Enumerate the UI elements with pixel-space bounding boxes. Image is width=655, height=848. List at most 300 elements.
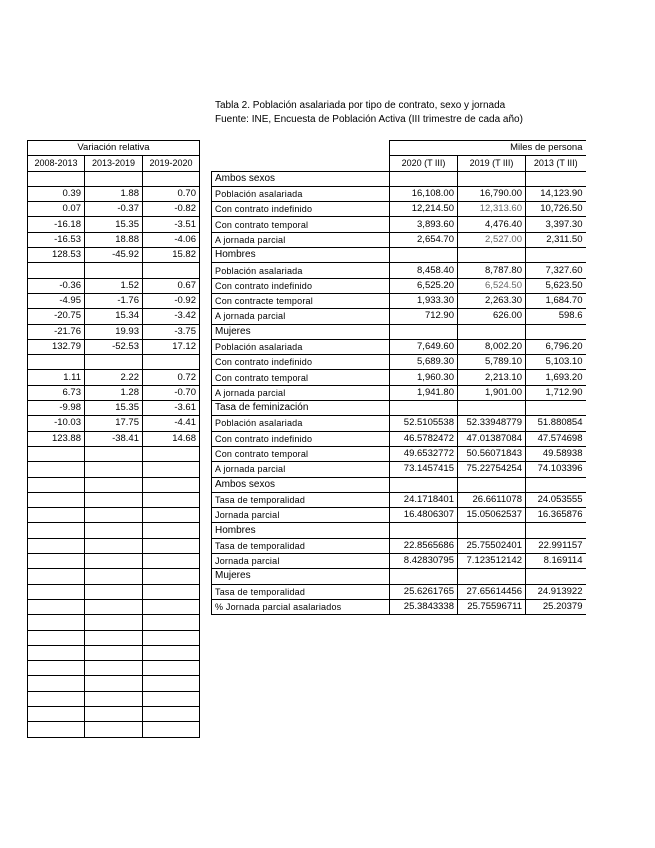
variation-cell: -16.53 (28, 232, 85, 247)
section-row (212, 477, 586, 492)
value-cell: 12,214.50 (390, 202, 458, 217)
value-cell (390, 477, 458, 492)
value-cell: 8.169114 (526, 554, 586, 569)
table-row (28, 554, 200, 569)
row-label: Población asalariada (212, 416, 390, 431)
value-cell: 6,796.20 (526, 339, 586, 354)
section-label: Hombres (212, 523, 390, 538)
variation-cell (28, 263, 85, 278)
variation-cell (28, 554, 85, 569)
table-row (212, 416, 586, 431)
year-header-row (212, 156, 586, 171)
blank-cell (212, 141, 390, 156)
table-row (212, 446, 586, 461)
table-row (28, 492, 200, 507)
table-row (28, 615, 200, 630)
table-row (28, 630, 200, 645)
value-cell (458, 248, 526, 263)
variation-cell (85, 706, 143, 721)
value-cell: 1,901.00 (458, 385, 526, 400)
value-cell: 22.8565686 (390, 538, 458, 553)
variation-cell (28, 462, 85, 477)
variation-cell (143, 569, 200, 584)
variation-cell (85, 584, 143, 599)
value-cell (526, 477, 586, 492)
section-label: Ambos sexos (212, 477, 390, 492)
variation-cell (85, 661, 143, 676)
value-cell: 22.991157 (526, 538, 586, 553)
value-cell: 16.4806307 (390, 508, 458, 523)
variation-cell: -0.36 (28, 278, 85, 293)
variation-cell (85, 492, 143, 507)
table-row (28, 309, 200, 324)
year-header: 2020 (T III) (390, 156, 458, 171)
table-row (28, 278, 200, 293)
variation-cell (85, 538, 143, 553)
variation-cell (85, 645, 143, 660)
variation-cell: -0.92 (143, 293, 200, 308)
variation-cell: -0.82 (143, 202, 200, 217)
variation-cell (28, 477, 85, 492)
table-row (28, 661, 200, 676)
value-cell: 47.01387084 (458, 431, 526, 446)
value-cell: 15.05062537 (458, 508, 526, 523)
table-row (212, 186, 586, 201)
value-cell: 46.5782472 (390, 431, 458, 446)
variation-cell: -52.53 (85, 339, 143, 354)
variation-cell: 1.88 (85, 186, 143, 201)
variation-cell: 2.22 (85, 370, 143, 385)
table-row (28, 324, 200, 339)
table-row (212, 385, 586, 400)
table-row (212, 232, 586, 247)
variation-cell (143, 630, 200, 645)
value-cell: 1,960.30 (390, 370, 458, 385)
section-row (212, 523, 586, 538)
variation-cell (143, 355, 200, 370)
variation-cell (85, 171, 143, 186)
section-label: Mujeres (212, 569, 390, 584)
table-row (212, 492, 586, 507)
value-cell (526, 248, 586, 263)
table-row (28, 645, 200, 660)
period-header-row (28, 156, 200, 171)
variation-cell: -3.42 (143, 309, 200, 324)
year-header: 2019 (T III) (458, 156, 526, 171)
variation-cell (28, 584, 85, 599)
variation-cell: -21.76 (28, 324, 85, 339)
row-label: Tasa de temporalidad (212, 538, 390, 553)
row-label: Con contrato indefinido (212, 355, 390, 370)
section-row (212, 401, 586, 416)
value-cell: 16,108.00 (390, 186, 458, 201)
value-cell: 7,327.60 (526, 263, 586, 278)
variation-cell: 14.68 (143, 431, 200, 446)
variation-cell (28, 630, 85, 645)
variation-cell (28, 171, 85, 186)
table-row (212, 508, 586, 523)
table-row (212, 538, 586, 553)
variation-cell: -0.70 (143, 385, 200, 400)
variation-table (27, 140, 200, 738)
value-cell: 12,313.60 (458, 202, 526, 217)
section-label: Tasa de feminización (212, 401, 390, 416)
variation-cell (85, 569, 143, 584)
table-row (212, 462, 586, 477)
value-cell (458, 171, 526, 186)
table-row (28, 508, 200, 523)
row-label: A jornada parcial (212, 309, 390, 324)
variation-cell (143, 676, 200, 691)
value-cell: 73.1457415 (390, 462, 458, 477)
table-row (28, 171, 200, 186)
variation-cell (28, 722, 85, 737)
row-label: Población asalariada (212, 339, 390, 354)
section-label: Hombres (212, 248, 390, 263)
variation-cell: -10.03 (28, 416, 85, 431)
row-label: Jornada parcial (212, 554, 390, 569)
value-cell (526, 401, 586, 416)
value-cell: 25.75502401 (458, 538, 526, 553)
variation-cell: -1.76 (85, 293, 143, 308)
variation-cell: 1.28 (85, 385, 143, 400)
value-cell: 75.22754254 (458, 462, 526, 477)
variation-cell (143, 538, 200, 553)
variation-cell: 1.11 (28, 370, 85, 385)
table-row (28, 186, 200, 201)
variation-cell (143, 171, 200, 186)
variation-cell: 6.73 (28, 385, 85, 400)
variation-cell: -45.92 (85, 248, 143, 263)
value-cell (526, 523, 586, 538)
variation-cell (143, 706, 200, 721)
variation-header: Variación relativa (28, 141, 200, 156)
variation-cell: 128.53 (28, 248, 85, 263)
row-label: Con contrato temporal (212, 446, 390, 461)
value-cell: 49.6532772 (390, 446, 458, 461)
variation-cell: -3.51 (143, 217, 200, 232)
variation-cell: -16.18 (28, 217, 85, 232)
table-row (28, 217, 200, 232)
table-row (28, 431, 200, 446)
variation-cell: 0.07 (28, 202, 85, 217)
value-cell: 1,712.90 (526, 385, 586, 400)
variation-cell (28, 706, 85, 721)
value-cell: 49.58938 (526, 446, 586, 461)
variation-cell (85, 263, 143, 278)
value-cell (526, 569, 586, 584)
variation-cell (28, 446, 85, 461)
variation-cell: 15.35 (85, 401, 143, 416)
table-row (28, 446, 200, 461)
value-cell: 24.1718401 (390, 492, 458, 507)
variation-cell (85, 355, 143, 370)
value-cell (390, 569, 458, 584)
value-cell: 2,263.30 (458, 293, 526, 308)
value-cell: 1,684.70 (526, 293, 586, 308)
variation-cell: 15.35 (85, 217, 143, 232)
variation-cell: -3.61 (143, 401, 200, 416)
variation-header-row (28, 141, 200, 156)
table-row (28, 676, 200, 691)
section-row (212, 248, 586, 263)
variation-cell: 19.93 (85, 324, 143, 339)
units-header-row (212, 141, 586, 156)
variation-cell: 123.88 (28, 431, 85, 446)
value-cell: 3,397.30 (526, 217, 586, 232)
value-cell: 2,527.00 (458, 232, 526, 247)
variation-cell (28, 691, 85, 706)
variation-cell (143, 508, 200, 523)
row-label: Tasa de temporalidad (212, 584, 390, 599)
row-label: A jornada parcial (212, 385, 390, 400)
variation-cell: 1.52 (85, 278, 143, 293)
row-label: Jornada parcial (212, 508, 390, 523)
row-label: Población asalariada (212, 263, 390, 278)
table-row (28, 691, 200, 706)
variation-cell (85, 446, 143, 461)
value-cell: 24.913922 (526, 584, 586, 599)
variation-cell: 0.70 (143, 186, 200, 201)
row-label: A jornada parcial (212, 462, 390, 477)
value-cell: 25.75596711 (458, 599, 526, 614)
section-label: Mujeres (212, 324, 390, 339)
value-cell: 2,311.50 (526, 232, 586, 247)
variation-cell: -9.98 (28, 401, 85, 416)
value-cell: 25.3843338 (390, 599, 458, 614)
table-row (28, 477, 200, 492)
table-row (212, 339, 586, 354)
table-row (212, 278, 586, 293)
variation-cell (85, 615, 143, 630)
table-row (28, 339, 200, 354)
variation-cell (85, 630, 143, 645)
table-row (28, 248, 200, 263)
table-row (212, 293, 586, 308)
table-row (212, 309, 586, 324)
value-cell: 8,787.80 (458, 263, 526, 278)
variation-cell: 0.72 (143, 370, 200, 385)
table-title: Tabla 2. Población asalariada por tipo de contrato, sexo y jornada (215, 100, 506, 111)
blank-cell (212, 156, 390, 171)
table-row (212, 217, 586, 232)
table-row (28, 706, 200, 721)
value-cell: 1,933.30 (390, 293, 458, 308)
period-header: 2013-2019 (85, 156, 143, 171)
row-label: Con contrato indefinido (212, 278, 390, 293)
variation-cell: 0.39 (28, 186, 85, 201)
variation-cell (85, 691, 143, 706)
row-label: % Jornada parcial asalariados (212, 599, 390, 614)
table-row (28, 355, 200, 370)
variation-cell: 17.12 (143, 339, 200, 354)
variation-cell: 15.82 (143, 248, 200, 263)
value-cell: 16.365876 (526, 508, 586, 523)
table-row (28, 263, 200, 278)
variation-cell (143, 584, 200, 599)
value-cell: 10,726.50 (526, 202, 586, 217)
variation-cell (143, 599, 200, 614)
value-cell: 6,524.50 (458, 278, 526, 293)
value-cell: 26.6611078 (458, 492, 526, 507)
table-row (28, 401, 200, 416)
variation-cell (28, 538, 85, 553)
section-row (212, 171, 586, 186)
section-row (212, 569, 586, 584)
variation-cell (143, 263, 200, 278)
variation-cell (28, 492, 85, 507)
salaried-population-table (211, 140, 586, 615)
variation-cell (143, 477, 200, 492)
table-row (28, 462, 200, 477)
variation-cell (85, 462, 143, 477)
variation-cell: -38.41 (85, 431, 143, 446)
variation-cell (143, 523, 200, 538)
table-caption (215, 99, 523, 127)
row-label: Con contrato temporal (212, 217, 390, 232)
value-cell: 14,123.90 (526, 186, 586, 201)
value-cell (458, 569, 526, 584)
variation-cell (143, 615, 200, 630)
value-cell: 27.65614456 (458, 584, 526, 599)
table-row (212, 431, 586, 446)
value-cell: 8,458.40 (390, 263, 458, 278)
variation-cell (85, 508, 143, 523)
variation-cell: 132.79 (28, 339, 85, 354)
section-row (212, 324, 586, 339)
variation-cell (28, 569, 85, 584)
units-header: Miles de persona (390, 141, 586, 156)
value-cell: 3,893.60 (390, 217, 458, 232)
value-cell: 8,002.20 (458, 339, 526, 354)
table-row (212, 202, 586, 217)
variation-cell (143, 645, 200, 660)
row-label: Con contrato temporal (212, 370, 390, 385)
value-cell (390, 401, 458, 416)
section-label: Ambos sexos (212, 171, 390, 186)
variation-cell (85, 523, 143, 538)
variation-cell (143, 661, 200, 676)
value-cell (390, 523, 458, 538)
value-cell: 5,689.30 (390, 355, 458, 370)
table-row (28, 370, 200, 385)
value-cell: 1,941.80 (390, 385, 458, 400)
period-header: 2019-2020 (143, 156, 200, 171)
value-cell (458, 523, 526, 538)
table-row (212, 355, 586, 370)
year-header: 2013 (T III) (526, 156, 586, 171)
variation-cell (28, 523, 85, 538)
value-cell: 52.5105538 (390, 416, 458, 431)
value-cell (526, 171, 586, 186)
row-label: Con contracte temporal (212, 293, 390, 308)
table-row (212, 554, 586, 569)
table-row (28, 202, 200, 217)
variation-cell: -20.75 (28, 309, 85, 324)
value-cell (390, 171, 458, 186)
value-cell: 7.123512142 (458, 554, 526, 569)
variation-cell (85, 676, 143, 691)
value-cell: 626.00 (458, 309, 526, 324)
table-row (28, 722, 200, 737)
value-cell: 6,525.20 (390, 278, 458, 293)
value-cell (458, 324, 526, 339)
variation-cell (85, 599, 143, 614)
variation-cell (143, 492, 200, 507)
value-cell: 1,693.20 (526, 370, 586, 385)
variation-cell (28, 508, 85, 523)
table-row (28, 569, 200, 584)
value-cell: 4,476.40 (458, 217, 526, 232)
value-cell: 8.42830795 (390, 554, 458, 569)
value-cell (458, 477, 526, 492)
table-row (28, 584, 200, 599)
variation-cell (143, 446, 200, 461)
table-row (28, 599, 200, 614)
variation-cell (28, 676, 85, 691)
variation-cell: 0.67 (143, 278, 200, 293)
table-row (212, 584, 586, 599)
table-row (28, 385, 200, 400)
value-cell: 5,623.50 (526, 278, 586, 293)
value-cell: 16,790.00 (458, 186, 526, 201)
value-cell: 2,654.70 (390, 232, 458, 247)
variation-cell (85, 477, 143, 492)
table-row (28, 538, 200, 553)
value-cell: 25.6261765 (390, 584, 458, 599)
value-cell: 5,789.10 (458, 355, 526, 370)
value-cell: 7,649.60 (390, 339, 458, 354)
table-row (28, 293, 200, 308)
table-row (212, 370, 586, 385)
variation-cell: -0.37 (85, 202, 143, 217)
table-row (28, 232, 200, 247)
table-row (28, 416, 200, 431)
value-cell: 50.56071843 (458, 446, 526, 461)
variation-cell: 17.75 (85, 416, 143, 431)
variation-cell (143, 462, 200, 477)
row-label: Con contrato indefinido (212, 202, 390, 217)
variation-cell: -3.75 (143, 324, 200, 339)
value-cell: 598.6 (526, 309, 586, 324)
variation-cell (28, 645, 85, 660)
variation-cell (85, 722, 143, 737)
variation-cell: -4.06 (143, 232, 200, 247)
variation-cell: -4.95 (28, 293, 85, 308)
row-label: Población asalariada (212, 186, 390, 201)
variation-cell (85, 554, 143, 569)
value-cell: 25.20379 (526, 599, 586, 614)
value-cell (390, 324, 458, 339)
variation-cell (28, 661, 85, 676)
row-label: Con contrato indefinido (212, 431, 390, 446)
value-cell (526, 324, 586, 339)
variation-cell (143, 554, 200, 569)
variation-cell (143, 691, 200, 706)
row-label: Tasa de temporalidad (212, 492, 390, 507)
value-cell: 5,103.10 (526, 355, 586, 370)
table-source: Fuente: INE, Encuesta de Población Activa (III trimestre de cada año) (215, 114, 523, 125)
value-cell (458, 401, 526, 416)
value-cell: 47.574698 (526, 431, 586, 446)
variation-cell (28, 615, 85, 630)
value-cell: 52.33948779 (458, 416, 526, 431)
row-label: A jornada parcial (212, 232, 390, 247)
variation-cell (28, 599, 85, 614)
period-header: 2008-2013 (28, 156, 85, 171)
value-cell: 24.053555 (526, 492, 586, 507)
table-row (212, 263, 586, 278)
